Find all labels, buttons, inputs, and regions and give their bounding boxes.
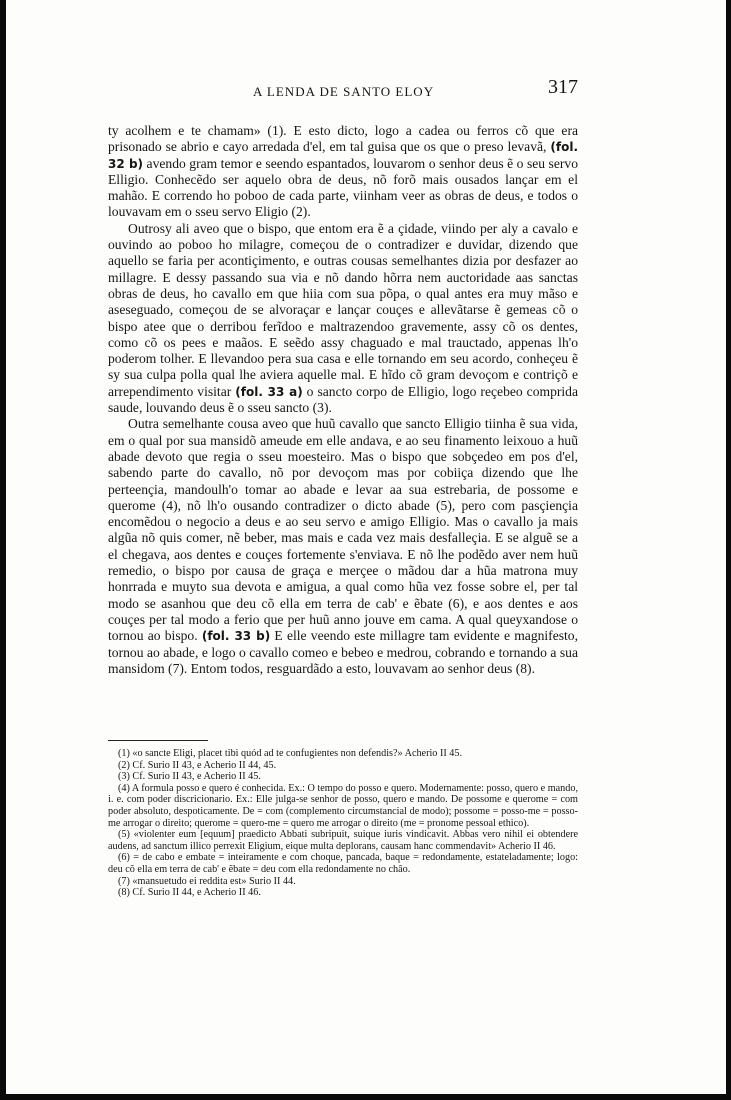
footnote-separator xyxy=(108,740,208,741)
running-title: A LENDA DE SANTO ELOY xyxy=(253,84,435,99)
footnote: (5) «violenter eum [equum] praedicto Abbati subripuit, suique iuris vindicavit. Abbas vero nihil ei obtendere audens, ad sanctum illico perrexit Eligium, eique multa deplorans, causam hanc commendavit» Acherio II 46. xyxy=(108,829,578,852)
folio-reference: (fol. 33 a) xyxy=(235,384,303,399)
paragraph-3-text-b: E elle veendo este millagre tam evidente e magnifesto, tornou ao abade, e logo o cavallo comeo e bebeo e medrou, cobrando e tornando a sua mansidom (7). Entom todos, resguardãdo a esto, louvavam ao senhor deus (8). xyxy=(108,628,579,676)
footnote: (2) Cf. Surio II 43, e Acherio II 44, 45. xyxy=(118,759,277,771)
paragraph-2-text-b: o sancto corpo de Elligio, logo reçebeo comprida saude, louvando deus ẽ o sseu sancto (3). xyxy=(108,383,579,416)
footnote: (1) «o sancte Eligi, placet tibi quód ad te confugientes non defendis?» Acherio II 45. xyxy=(118,748,463,759)
scan-border-bottom xyxy=(0,1094,731,1100)
paragraph-2 xyxy=(108,221,578,417)
folio-reference: (fol. 33 b) xyxy=(201,629,271,644)
paragraph-2-text-a: Outrosy ali aveo que o bispo, que entom era ẽ a çidade, viindo per aly a cavalo e ouvindo ao poboo ho milagre, começou de o contradizer e duvidar, dizendo que aquello se faria per acontiçimento, e outras cousas semelhantes dizia por desfazer ao millagre. E dessy passando sua via e nõ dando hõrra nem auctoridade aas sanctas obras de deus, ho cavallo em que hiia com sua põpa, o qual antes era muy mãso e aseseguado, começou de se alvoraçar e lançar couçes e allevãtarse ẽ gemeas cõ o bispo atee que o derribou ferĩdoo e maltrazendoo gravemente, assy cõ os dentes, como cõ os pees e maãos. E seẽdo assy chaguado e mal trauctado, appenas lh'o poderom tolher. E llevandoo pera sua casa e elle tornando em seu acordo, conheçeu ẽ sy sua culpa polla qual lhe aviera aquelle mal. E hĩdo cõ gram devoçom e contriçõ e arrependimento visitar xyxy=(108,220,578,399)
paragraph-1-text-a: ty acolhem e te chamam» (1). E esto dicto, logo a cadea ou ferros cõ que era prisonado se abrio e cayo arredada d'el, em tal guisa que os que o preso levavã, xyxy=(108,123,578,155)
footnote: (7) «mansuetudo ei reddita est» Surio II 44. xyxy=(118,875,296,887)
footnote: (3) Cf. Surio II 43, e Acherio II 45. xyxy=(118,771,261,783)
footnotes xyxy=(108,748,578,899)
footnote: (4) A formula posso e quero é conhecida. Ex.: O tempo do posso e quero. Modernamente: posso, quero e mando, i. e. com poder discricionario. Ex.: Elle julga-se senhor de posso, quero e mando. De possome e querome = com poder absoluto, despoticamente. De = com (complemento circumstancial de modo); possome = posso-me = posso-me arrogar o direito; querome = quero-me = quero me arrogar o direito (me = pronome pessoal ethico). xyxy=(108,782,578,829)
paragraph-1 xyxy=(108,123,578,221)
paragraph-1-text-b: avendo gram temor e seendo espantados, louvarom o senhor deus ẽ o seu servo Elligio. Conhecẽdo ser aquelo obra de deus, nõ forõ mais ousados lançar em el mahão. E correndo ho poboo de cada parte, viinham veer as obras de deus, e todos o louvavam em o sseu servo Eligio (2). xyxy=(108,155,579,220)
scan-border-right xyxy=(726,0,731,1100)
page-header xyxy=(108,76,578,106)
page-number: 317 xyxy=(548,76,578,98)
paragraph-3 xyxy=(108,416,578,677)
footnote: (6) = de cabo e embate = inteiramente e com choque, pancada, baque = redondamente, estateladamente; logo: deu cõ ella em terra de cab' e ẽbate = deu com ella redondamente no châo. xyxy=(108,852,578,875)
paragraph-3-text-a: Outra semelhante cousa aveo que huũ cavallo que sancto Elligio tiinha ẽ sua vida, em o qual por sua mansidõ ameude em elle andava, e ao seu finamento leixouo a huũ abade devoto que regia o sseu moesteiro. Mas o bispo que sobçedeo em pos d'el, sabendo parte do cavallo, nõ por devoçom mas por cobiiça dizendo que lhe perteençia, mandoulh'o tomar ao abade e levar aa sua estrebaria, de possome e querome (4), nõ lh'o ousando contradizer o dicto abade (5), pero com pasçiençia encomẽdou o negocio a deus e ao seu servo e amigo Elligio. Mas o cavallo ja mais algũa nõ quis comer, nẽ beber, mas mais e cada vez mais desfalleçia. E se alguẽ se a el chegava, aos dentes e couçes fortemente s'enviava. E nõ lhe podẽdo aver nem huũ remedio, o bispo por causa de graça e merçee o mãdou dar a hũa matrona muy honrrada e muyto sua devota e amigua, a qual como hũa vez fosse sobre el, per tal modo se asanhou que deu cõ ella em terra de cab' e ẽbate (6), e aos dentes e aos couçes per tal modo a ferio que per huũ anno jouve em cama. A qual queyxandose o tornou ao bispo. xyxy=(108,416,578,644)
folio-reference: (fol. 32 b) xyxy=(108,140,578,171)
main-text xyxy=(108,123,578,677)
scan-border-left xyxy=(0,0,6,1100)
footnote: (8) Cf. Surio II 44, e Acherio II 46. xyxy=(118,887,261,899)
